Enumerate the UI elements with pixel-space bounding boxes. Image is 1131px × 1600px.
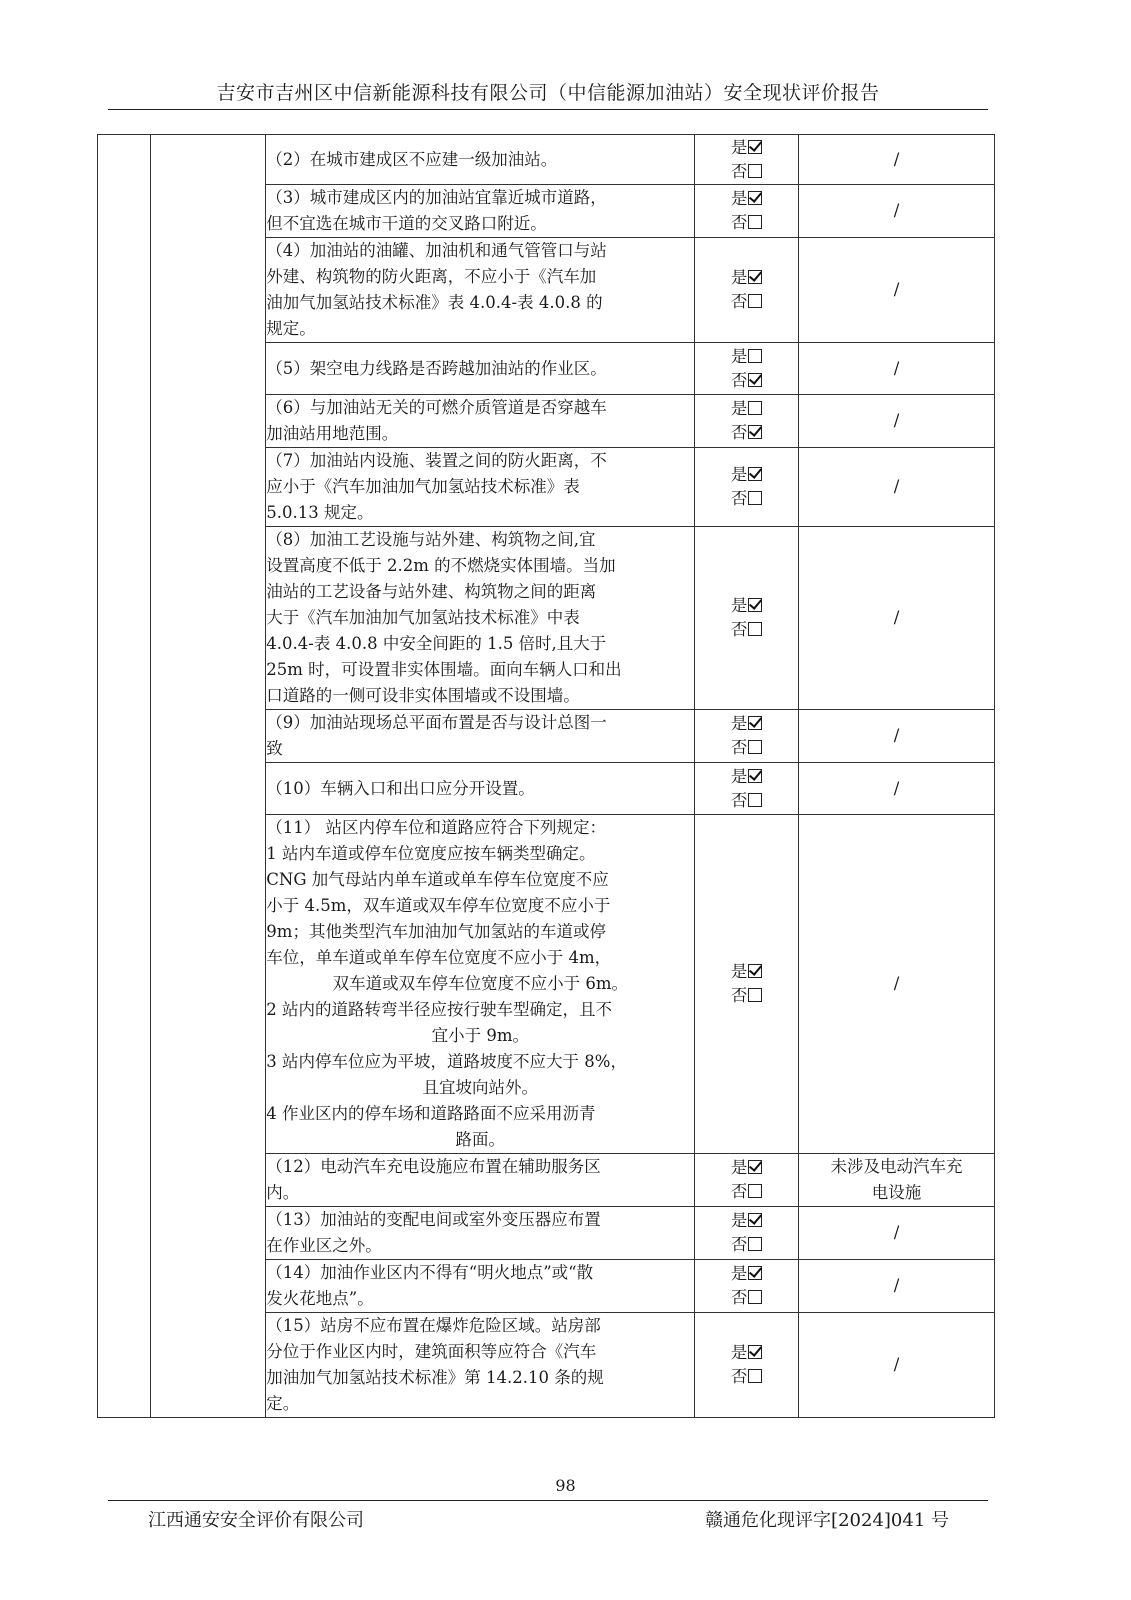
answer-label-no: 否 bbox=[730, 738, 748, 757]
empty-checkbox-icon bbox=[748, 349, 762, 363]
checked-checkbox-icon bbox=[748, 598, 762, 612]
answer-label-yes: 是 bbox=[730, 399, 748, 418]
check-item-line: （14）加油作业区内不得有“明火地点”或“散 bbox=[266, 1263, 594, 1282]
check-item-text bbox=[266, 763, 695, 815]
check-item-text bbox=[266, 815, 695, 1154]
remark-cell bbox=[798, 763, 994, 815]
check-item-text bbox=[266, 238, 695, 343]
answer-label-yes: 是 bbox=[730, 1211, 748, 1230]
remark-text: / bbox=[893, 1276, 900, 1295]
page-header-title: 吉安市吉州区中信新能源科技有限公司（中信能源加油站）安全现状评价报告 bbox=[216, 82, 880, 104]
answer-option-no bbox=[695, 160, 798, 184]
answer-cell bbox=[695, 815, 799, 1154]
answer-option-yes bbox=[695, 266, 798, 290]
answer-label-no: 否 bbox=[730, 213, 748, 232]
remark-text: 未涉及电动汽车充 bbox=[830, 1157, 963, 1176]
check-item-text bbox=[266, 1260, 695, 1313]
check-item-line: 双车道或双车停车位宽度不应小于 6m。 bbox=[332, 974, 628, 993]
answer-label-yes: 是 bbox=[730, 1343, 748, 1362]
check-item-line: 口道路的一侧可设非实体围墙或不设围墙。 bbox=[266, 686, 580, 705]
check-item-line: 外建、构筑物的防火距离，不应小于《汽车加 bbox=[266, 267, 597, 286]
check-item-line: 车位，单车道或单车停车位宽度不应小于 4m， bbox=[266, 948, 612, 967]
check-item-line: 2 站内的道路转弯半径应按行驶车型确定，且不 bbox=[266, 1000, 613, 1019]
answer-label-no: 否 bbox=[730, 489, 748, 508]
check-item-line: （8）加油工艺设施与站外建、构筑物之间,宜 bbox=[266, 530, 596, 549]
check-item-line: 且宜坡向站外。 bbox=[422, 1078, 539, 1097]
answer-label-no: 否 bbox=[730, 1182, 748, 1201]
answer-option-yes bbox=[695, 1156, 798, 1180]
answer-option-yes bbox=[695, 345, 798, 369]
check-item-line: （7）加油站内设施、装置之间的防火距离，不 bbox=[266, 451, 607, 470]
checklist-table bbox=[97, 134, 995, 1418]
answer-option-yes bbox=[695, 463, 798, 487]
empty-checkbox-icon bbox=[748, 215, 762, 229]
footer-company: 江西通安安全评价有限公司 bbox=[148, 1510, 364, 1531]
check-item-line: 但不宜选在城市干道的交叉路口附近。 bbox=[266, 214, 547, 233]
check-item-line: 致 bbox=[266, 739, 283, 758]
check-item-line: 设置高度不低于 2.2m 的不燃烧实体围墙。当加 bbox=[266, 556, 616, 575]
answer-cell bbox=[695, 185, 799, 238]
check-item-line: 1 站内车道或停车位宽度应按车辆类型确定。 bbox=[266, 844, 596, 863]
answer-label-yes: 是 bbox=[730, 1264, 748, 1283]
answer-option-yes bbox=[695, 136, 798, 160]
answer-option-no bbox=[695, 1286, 798, 1310]
answer-option-yes bbox=[695, 187, 798, 211]
remark-text: / bbox=[893, 608, 900, 627]
remark-cell bbox=[798, 185, 994, 238]
check-item-line: （6）与加油站无关的可燃介质管道是否穿越车 bbox=[266, 398, 607, 417]
answer-label-yes: 是 bbox=[730, 596, 748, 615]
answer-cell bbox=[695, 527, 799, 710]
empty-checkbox-icon bbox=[748, 491, 762, 505]
remark-cell bbox=[798, 135, 994, 185]
answer-option-no bbox=[695, 211, 798, 235]
remark-cell bbox=[798, 1207, 994, 1260]
remark-text: / bbox=[893, 358, 900, 378]
answer-cell bbox=[695, 1207, 799, 1260]
check-item-text bbox=[266, 1313, 695, 1418]
answer-label-yes: 是 bbox=[730, 346, 748, 366]
check-item-line: 9m；其他类型汽车加油加气加氢站的车道或停 bbox=[266, 922, 606, 941]
answer-option-yes bbox=[695, 594, 798, 618]
check-item-line: 应小于《汽车加油加气加氢站技术标准》表 bbox=[266, 477, 580, 496]
checked-checkbox-icon bbox=[748, 1213, 762, 1227]
empty-checkbox-icon bbox=[748, 164, 762, 178]
check-item-line: 油加气加氢站技术标准》表 4.0.4-表 4.0.8 的 bbox=[266, 293, 603, 312]
empty-checkbox-icon bbox=[748, 622, 762, 636]
checked-checkbox-icon bbox=[748, 270, 762, 284]
check-item-line: 路面。 bbox=[455, 1130, 506, 1149]
empty-checkbox-icon bbox=[748, 1237, 762, 1251]
check-item-line: （3）城市建成区内的加油站宜靠近城市道路， bbox=[266, 188, 607, 207]
empty-checkbox-icon bbox=[748, 1290, 762, 1304]
answer-cell bbox=[695, 1154, 799, 1207]
answer-cell bbox=[695, 395, 799, 448]
remark-cell bbox=[798, 815, 994, 1154]
remark-cell bbox=[798, 343, 994, 395]
check-item-line: （12）电动汽车充电设施应布置在辅助服务区 bbox=[266, 1157, 601, 1176]
answer-label-no: 否 bbox=[730, 1367, 748, 1386]
answer-label-no: 否 bbox=[730, 986, 748, 1005]
footer-divider bbox=[108, 1500, 988, 1501]
checked-checkbox-icon bbox=[748, 716, 762, 730]
empty-checkbox-icon bbox=[748, 1369, 762, 1383]
check-item-line: 3 站内停车位应为平坡，道路坡度不应大于 8%， bbox=[266, 1052, 627, 1071]
checked-checkbox-icon bbox=[748, 373, 762, 387]
empty-checkbox-icon bbox=[748, 1184, 762, 1198]
checklist-body bbox=[98, 135, 995, 1418]
checked-checkbox-icon bbox=[748, 425, 762, 439]
answer-label-yes: 是 bbox=[730, 137, 748, 157]
answer-option-yes bbox=[695, 1262, 798, 1286]
check-item-line: 宜小于 9m。 bbox=[431, 1026, 529, 1045]
remark-text: / bbox=[893, 149, 900, 169]
answer-option-no bbox=[695, 1233, 798, 1257]
answer-label-yes: 是 bbox=[730, 766, 748, 786]
footer-report-number: 赣通危化现评字[2024]041 号 bbox=[705, 1510, 949, 1531]
check-item-line: 4.0.4-表 4.0.8 中安全间距的 1.5 倍时,且大于 bbox=[266, 634, 607, 653]
check-item-line: 在作业区之外。 bbox=[266, 1236, 382, 1255]
check-item-line: 油站的工艺设备与站外建、构筑物之间的距离 bbox=[266, 582, 597, 601]
remark-text: / bbox=[893, 726, 900, 745]
checked-checkbox-icon bbox=[748, 769, 762, 783]
page-number: 98 bbox=[555, 1476, 576, 1495]
remark-text: / bbox=[893, 280, 900, 299]
answer-option-no bbox=[695, 487, 798, 511]
remark-text: / bbox=[893, 477, 900, 496]
check-item-line: 加油站用地范围。 bbox=[266, 424, 399, 443]
answer-label-no: 否 bbox=[730, 1235, 748, 1254]
checked-checkbox-icon bbox=[748, 1266, 762, 1280]
remark-text: 电设施 bbox=[871, 1183, 922, 1202]
remark-cell bbox=[798, 1313, 994, 1418]
answer-cell bbox=[695, 763, 799, 815]
answer-option-no bbox=[695, 789, 798, 813]
checked-checkbox-icon bbox=[748, 191, 762, 205]
answer-label-yes: 是 bbox=[730, 1158, 748, 1177]
check-item-text bbox=[266, 1207, 695, 1260]
check-item-line: （15）站房不应布置在爆炸危险区域。站房部 bbox=[266, 1316, 601, 1335]
empty-checkbox-icon bbox=[748, 294, 762, 308]
header-divider bbox=[108, 109, 988, 110]
merged-index-cell bbox=[98, 135, 151, 1418]
check-item-text bbox=[266, 343, 695, 395]
check-item-line: 发火花地点”。 bbox=[266, 1289, 374, 1308]
answer-option-yes bbox=[695, 1341, 798, 1365]
remark-text: / bbox=[893, 778, 900, 798]
check-item-line: （2）在城市建成区不应建一级加油站。 bbox=[266, 149, 558, 169]
answer-label-no: 否 bbox=[730, 1288, 748, 1307]
check-item-text bbox=[266, 527, 695, 710]
remark-text: / bbox=[893, 411, 900, 430]
answer-option-no bbox=[695, 1365, 798, 1389]
answer-cell bbox=[695, 1313, 799, 1418]
check-item-line: （10）车辆入口和出口应分开设置。 bbox=[266, 778, 535, 798]
check-item-line: 规定。 bbox=[266, 319, 316, 338]
answer-option-no bbox=[695, 736, 798, 760]
empty-checkbox-icon bbox=[748, 793, 762, 807]
checked-checkbox-icon bbox=[748, 140, 762, 154]
merged-category-cell bbox=[151, 135, 266, 1418]
answer-option-no bbox=[695, 421, 798, 445]
check-item-line: 25m 时，可设置非实体围墙。面向车辆人口和出 bbox=[266, 660, 622, 679]
answer-option-yes bbox=[695, 765, 798, 789]
answer-cell bbox=[695, 1260, 799, 1313]
answer-label-yes: 是 bbox=[730, 268, 748, 287]
checklist-row bbox=[98, 135, 995, 185]
check-item-text bbox=[266, 448, 695, 527]
empty-checkbox-icon bbox=[748, 401, 762, 415]
check-item-line: （5）架空电力线路是否跨越加油站的作业区。 bbox=[266, 358, 607, 378]
answer-label-no: 否 bbox=[730, 423, 748, 442]
answer-option-yes bbox=[695, 712, 798, 736]
remark-cell bbox=[798, 1260, 994, 1313]
answer-option-yes bbox=[695, 960, 798, 984]
remark-cell bbox=[798, 527, 994, 710]
empty-checkbox-icon bbox=[748, 740, 762, 754]
answer-label-yes: 是 bbox=[730, 189, 748, 208]
check-item-line: 定。 bbox=[266, 1394, 300, 1413]
remark-cell bbox=[798, 395, 994, 448]
check-item-line: 加油加气加氢站技术标准》第 14.2.10 条的规 bbox=[266, 1368, 604, 1387]
empty-checkbox-icon bbox=[748, 988, 762, 1002]
check-item-text bbox=[266, 135, 695, 185]
check-item-line: 内。 bbox=[266, 1183, 300, 1202]
remark-text: / bbox=[893, 201, 900, 220]
check-item-line: （13）加油站的变配电间或室外变压器应布置 bbox=[266, 1210, 601, 1229]
check-item-text bbox=[266, 185, 695, 238]
checked-checkbox-icon bbox=[748, 1160, 762, 1174]
check-item-line: 4 作业区内的停车场和道路路面不应采用沥青 bbox=[266, 1104, 596, 1123]
answer-cell bbox=[695, 343, 799, 395]
check-item-text bbox=[266, 395, 695, 448]
remark-text: / bbox=[893, 1355, 900, 1374]
answer-cell bbox=[695, 710, 799, 763]
check-item-line: 小于 4.5m，双车道或双车停车位宽度不应小于 bbox=[266, 896, 611, 915]
answer-option-yes bbox=[695, 397, 798, 421]
remark-cell bbox=[798, 1154, 994, 1207]
remark-text: / bbox=[893, 1223, 900, 1242]
answer-option-no bbox=[695, 984, 798, 1008]
check-item-line: 分位于作业区内时，建筑面积等应符合《汽车 bbox=[266, 1342, 597, 1361]
remark-cell bbox=[798, 448, 994, 527]
check-item-text bbox=[266, 1154, 695, 1207]
answer-cell bbox=[695, 238, 799, 343]
checked-checkbox-icon bbox=[748, 1345, 762, 1359]
check-item-line: （4）加油站的油罐、加油机和通气管管口与站 bbox=[266, 241, 607, 260]
answer-cell bbox=[695, 448, 799, 527]
answer-option-no bbox=[695, 618, 798, 642]
checked-checkbox-icon bbox=[748, 467, 762, 481]
answer-label-no: 否 bbox=[730, 790, 748, 810]
answer-label-yes: 是 bbox=[730, 465, 748, 484]
check-item-line: （9）加油站现场总平面布置是否与设计总图一 bbox=[266, 713, 607, 732]
answer-label-no: 否 bbox=[730, 620, 748, 639]
remark-cell bbox=[798, 710, 994, 763]
answer-option-yes bbox=[695, 1209, 798, 1233]
check-item-line: 大于《汽车加油加气加氢站技术标准》中表 bbox=[266, 608, 580, 627]
remark-cell bbox=[798, 238, 994, 343]
answer-cell bbox=[695, 135, 799, 185]
answer-label-no: 否 bbox=[730, 161, 748, 181]
remark-text: / bbox=[893, 974, 900, 993]
check-item-line: 5.0.13 规定。 bbox=[266, 503, 374, 522]
answer-option-no bbox=[695, 369, 798, 393]
answer-label-no: 否 bbox=[730, 370, 748, 390]
answer-label-yes: 是 bbox=[730, 962, 748, 981]
answer-label-no: 否 bbox=[730, 292, 748, 311]
check-item-text bbox=[266, 710, 695, 763]
answer-label-yes: 是 bbox=[730, 714, 748, 733]
check-item-line: （11） 站区内停车位和道路应符合下列规定： bbox=[266, 818, 607, 837]
checked-checkbox-icon bbox=[748, 964, 762, 978]
check-item-line: CNG 加气母站内单车道或单车停车位宽度不应 bbox=[266, 870, 609, 889]
answer-option-no bbox=[695, 1180, 798, 1204]
answer-option-no bbox=[695, 290, 798, 314]
